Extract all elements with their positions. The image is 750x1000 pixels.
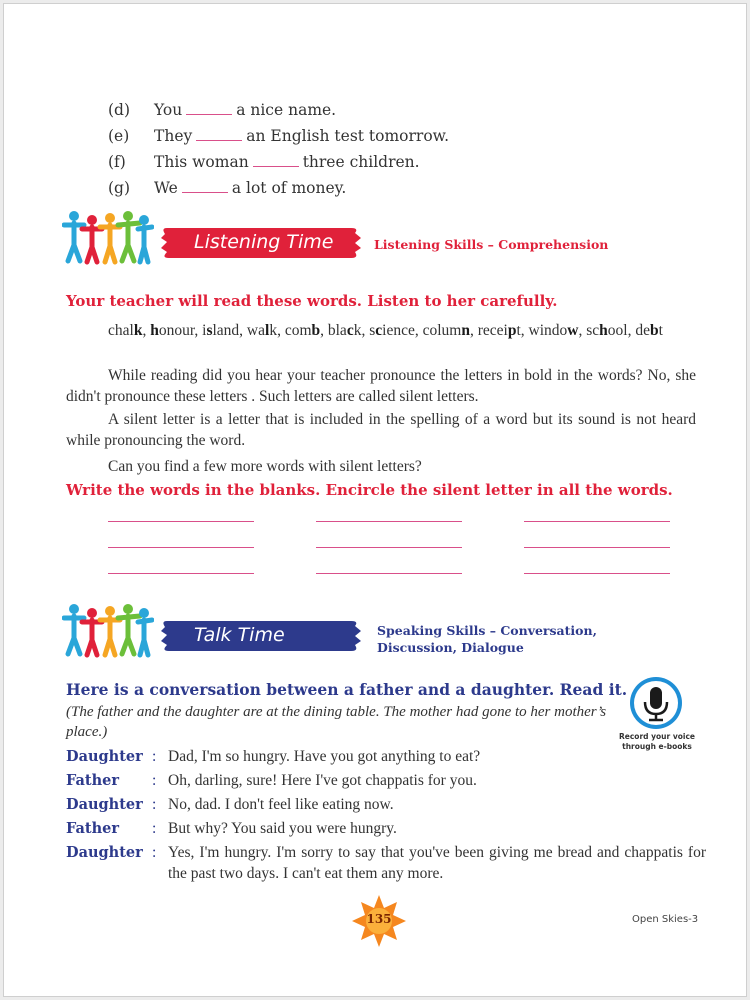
exercise-row-f bbox=[108, 153, 420, 171]
writing-line[interactable] bbox=[524, 547, 670, 548]
answer-blank bbox=[182, 181, 228, 193]
exercise-text-after: a nice name. bbox=[236, 101, 337, 119]
people-figures-icon bbox=[62, 209, 154, 265]
listening-instruction: Write the words in the blanks. Encircle the silent letter in all the words. bbox=[66, 481, 673, 499]
writing-line[interactable] bbox=[316, 547, 462, 548]
exercise-label: (d) bbox=[108, 101, 131, 119]
writing-line[interactable] bbox=[108, 521, 254, 522]
silent-letter: c bbox=[346, 322, 354, 339]
answer-blank bbox=[186, 103, 232, 115]
silent-letter: h bbox=[599, 322, 608, 339]
dialogue-text: Yes, I'm hungry. I'm sorry to say that you've been giving me bread and chappatis for the past two days. I can't eat them any more. bbox=[168, 844, 706, 882]
exercise-text-before: You bbox=[154, 101, 183, 119]
writing-line[interactable] bbox=[524, 573, 670, 574]
silent-word: honour, bbox=[150, 322, 203, 339]
answer-blank bbox=[253, 155, 299, 167]
silent-word: window, bbox=[528, 322, 587, 339]
dialogue-speaker: Father bbox=[66, 820, 120, 837]
exercise-row-d bbox=[108, 101, 336, 119]
writing-line[interactable] bbox=[108, 547, 254, 548]
silent-letter: b bbox=[649, 322, 659, 339]
exercise-row-g bbox=[108, 179, 346, 197]
exercise-text-before: We bbox=[154, 179, 178, 197]
exercise-text-before: They bbox=[154, 127, 193, 145]
writing-line[interactable] bbox=[524, 521, 670, 522]
dialogue-speaker: Daughter bbox=[66, 844, 143, 861]
silent-word: receipt, bbox=[477, 322, 529, 339]
exercise-text-before: This woman bbox=[154, 153, 249, 171]
dialogue-line: Father : Oh, darling, sure! Here I've got chappatis for you. bbox=[66, 770, 706, 791]
silent-letter: s bbox=[206, 322, 213, 339]
silent-letter: c bbox=[375, 322, 383, 339]
writing-line[interactable] bbox=[108, 573, 254, 574]
dialogue-text: No, dad. I don't feel like eating now. bbox=[168, 796, 394, 813]
silent-letter: w bbox=[567, 322, 579, 339]
silent-word: column, bbox=[422, 322, 478, 339]
silent-word: black, bbox=[327, 322, 370, 339]
exercise-row-e bbox=[108, 127, 449, 145]
silent-letter: n bbox=[461, 322, 470, 339]
dialogue-text: Dad, I'm so hungry. Have you got anything to eat? bbox=[168, 748, 481, 765]
dialogue-text: But why? You said you were hungry. bbox=[168, 820, 397, 837]
dialogue-line: Daughter : No, dad. I don't feel like eating now. bbox=[66, 794, 706, 815]
writing-line[interactable] bbox=[316, 521, 462, 522]
dialogue-line: Daughter : Yes, I'm hungry. I'm sorry to say that you've been giving me bread and chappatis for the past two days. I can't eat them any more. bbox=[66, 844, 706, 882]
exercise-text-after: three children. bbox=[302, 153, 420, 171]
silent-letter: l bbox=[265, 322, 270, 339]
silent-word: comb, bbox=[284, 322, 328, 339]
silent-letter: h bbox=[150, 322, 159, 339]
silent-word: debt bbox=[635, 322, 663, 339]
paragraph-1: While reading did you hear your teacher pronounce the letters in bold in the words? No, she didn't pronounce these letters . Such letters are called silent letters. bbox=[66, 367, 696, 405]
dialogue-line: Father : But why? You said you were hungry. bbox=[66, 818, 706, 839]
exercise-text-after: an English test tomorrow. bbox=[246, 127, 450, 145]
silent-word: walk, bbox=[246, 322, 285, 339]
textbook-page bbox=[3, 3, 747, 997]
silent-letter-words bbox=[66, 320, 696, 341]
dialogue-speaker: Daughter bbox=[66, 796, 143, 813]
listening-heading: Your teacher will read these words. Listen to her carefully. bbox=[66, 292, 558, 310]
answer-blank bbox=[196, 129, 242, 141]
silent-letter: b bbox=[311, 322, 321, 339]
paragraph-2: A silent letter is a letter that is included in the spelling of a word but its sound is not heard while pronouncing the word. bbox=[66, 411, 696, 449]
talk-skill-label: Speaking Skills – Conversation, Discussion, Dialogue bbox=[377, 623, 597, 655]
book-title-footer: Open Skies-3 bbox=[632, 914, 699, 925]
paragraph-3: Can you find a few more words with silent letters? bbox=[108, 458, 422, 475]
people-figures-icon bbox=[62, 602, 154, 658]
talk-heading: Here is a conversation between a father and a daughter. Read it. bbox=[66, 680, 628, 699]
exercise-text-after: a lot of money. bbox=[231, 179, 347, 197]
dialogue-speaker: Daughter bbox=[66, 748, 143, 765]
dialogue-line: Daughter : Dad, I'm so hungry. Have you got anything to eat? bbox=[66, 746, 706, 767]
microphone-icon[interactable] bbox=[629, 676, 683, 730]
silent-word: school, bbox=[586, 322, 636, 339]
silent-word: chalk, bbox=[108, 322, 151, 339]
exercise-label: (f) bbox=[108, 153, 126, 171]
silent-word: science, bbox=[369, 322, 423, 339]
page-number: 135 bbox=[366, 912, 392, 926]
exercise-label: (e) bbox=[108, 127, 130, 145]
silent-word: island, bbox=[202, 322, 247, 339]
silent-letter: p bbox=[507, 322, 517, 339]
mic-caption: Record your voice through e-books bbox=[619, 732, 695, 751]
listening-banner-title: Listening Time bbox=[194, 231, 334, 253]
writing-line[interactable] bbox=[316, 573, 462, 574]
silent-letter: k bbox=[133, 322, 143, 339]
dialogue-speaker: Father bbox=[66, 772, 120, 789]
dialogue-text: Oh, darling, sure! Here I've got chappatis for you. bbox=[168, 772, 477, 789]
talk-scene-note: (The father and the daughter are at the dining table. The mother had gone to her mother’s place.) bbox=[66, 704, 607, 740]
talk-banner-title: Talk Time bbox=[194, 624, 285, 646]
exercise-label: (g) bbox=[108, 179, 131, 197]
listening-skill-label: Listening Skills – Comprehension bbox=[374, 237, 609, 252]
